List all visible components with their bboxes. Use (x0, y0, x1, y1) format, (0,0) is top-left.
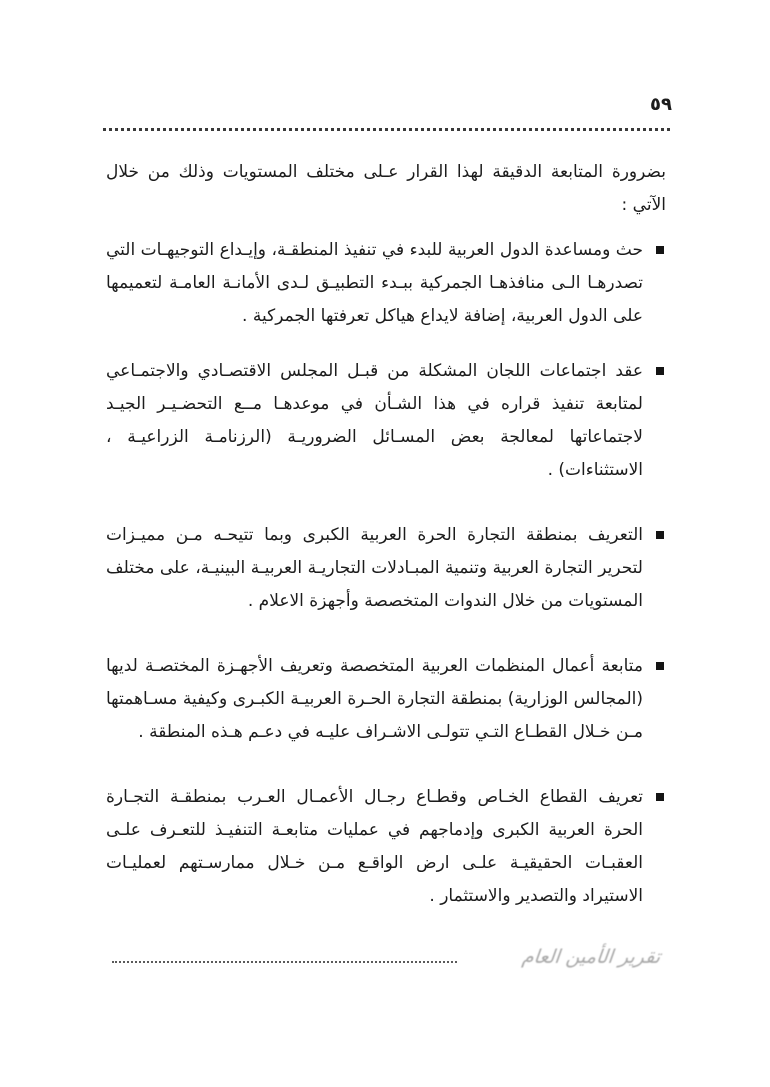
bullet-text: تعريف القطاع الخـاص وقطـاع رجـال الأعمـال العـرب بمنطقـة التجـارة الحرة العربية الكبرى وإدماجهم في عمليات متابعـة التنفيـذ للتعـرف علـى العقبـات الحقيقيـة علـى ارض الواقـع مـن خـلال ممارسـتهم لعمليـات الاستيراد والتصدير والاستثمار . (106, 787, 643, 906)
list-item (106, 355, 666, 487)
square-bullet-icon (656, 662, 664, 670)
list-item (106, 519, 666, 618)
top-dotted-rule (103, 128, 670, 131)
bullet-text: حث ومساعدة الدول العربية للبدء في تنفيذ المنطقـة، وإيـداع التوجيهـات التي تصدرهـا الـى منافذهـا الجمركية ببـدء التطبيـق لـدى الأمانـة العامـة لتعميمها على الدول العربية، إضافة لايداع هياكل تعرفتها الجمركية . (106, 240, 643, 326)
list-item (106, 650, 666, 749)
page-number: ٥٩ (650, 94, 672, 115)
list-item (106, 234, 666, 333)
square-bullet-icon (656, 367, 664, 375)
bullet-text: عقد اجتماعات اللجان المشكلة من قبـل المجلس الاقتصـادي والاجتمـاعي لمتابعة تنفيذ قراره في هذا الشـأن في موعدهـا مــع التحضـيـر الجيـد لاجتماعاتها لمعالجة بعض المسـائل الضروريـة (الرزنامـة الزراعيـة ، الاستثناءات) . (106, 361, 643, 480)
square-bullet-icon (656, 531, 664, 539)
bullet-text: التعريف بمنطقة التجارة الحرة العربية الكبرى وبما تتيحـه مـن مميـزات لتحرير التجارة العربية وتنمية المبـادلات التجاريـة العربيـة البينيـة، على مختلف المستويات من خلال الندوات المتخصصة وأجهزة الاعلام . (106, 525, 643, 611)
document-body (106, 156, 666, 935)
bullet-list (106, 234, 666, 913)
square-bullet-icon (656, 793, 664, 801)
faded-footer-note: تقرير الأمين العام (520, 946, 662, 968)
list-item (106, 781, 666, 913)
page-footer (112, 944, 660, 978)
bottom-dotted-rule (112, 961, 457, 963)
bullet-text: متابعة أعمال المنظمات العربية المتخصصة وتعريف الأجهـزة المختصـة لديها (المجالس الوزارية) بمنطقة التجارة الحـرة العربيـة الكبـرى وكيفية مسـاهمتها مـن خـلال القطـاع التـي تتولـى الاشـراف عليـه في دعـم هـذه المنطقة . (106, 656, 643, 742)
square-bullet-icon (656, 246, 664, 254)
intro-paragraph: بضرورة المتابعة الدقيقة لهذا القرار عـلى مختلف المستويات وذلك من خلال الآتي : (106, 162, 666, 215)
